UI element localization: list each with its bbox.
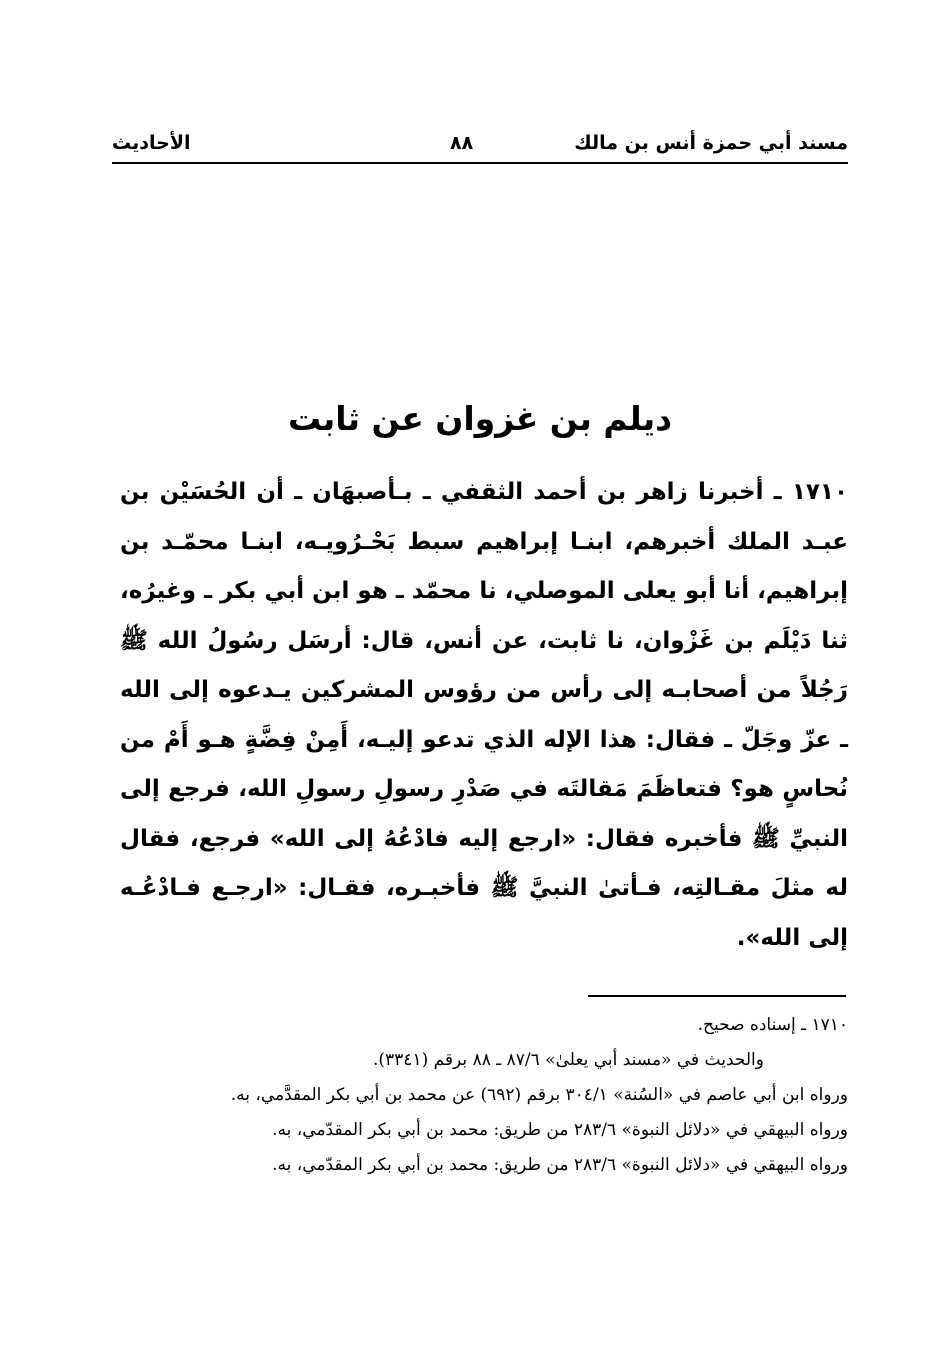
footnote-line: ورواه البيهقي في «دلائل النبوة» ٢٨٣/٦ من طريق: محمد بن أبي بكر المقدّمي، به.	[272, 1120, 848, 1140]
header-rule	[112, 162, 848, 164]
footnote-line: ورواه البيهقي في «دلائل النبوة» ٢٨٣/٦ من طريق: محمد بن أبي بكر المقدّمي، به.	[272, 1155, 848, 1175]
hadith-text: ١٧١٠ ـ أخبرنا زاهر بن أحمد الثقفي ـ بـأصبهَان ـ أن الحُسَيْن بن عبـد الملك أخبرهم، ابنـا إبراهيم سبط بَحْـرُويـه، ابنـا محمّـد بن إبراهيم، أنا أبو يعلى الموصلي، نا محمّد ـ هو ابن أبي بكر ـ وغيرُه، ثنا دَيْلَم بن غَزْوان، نا ثابت، عن أنس، قال: أرسَل رسُولُ الله ﷺ رَجُلاً من أصحابـه إلى رأس من رؤوس المشركين يـدعوه إلى الله ـ عزّ وجَلّ ـ فقال: هذا الإله الذي تدعو إليـه، أَمِنْ فِضَّةٍ هـو أَمْ من نُحاسٍ هو؟ فتعاظَمَ مَقالتَه في صَدْرِ رسولِ رسولِ الله، فرجع إلى النبيِّ ﷺ فأخبره فقال: «ارجع إليه فادْعُهُ إلى الله» فرجع، فقال له مثلَ مقـالتِه، فـأتىٰ النبيَّ ﷺ فأخبـره، فقـال: «ارجـع فـادْعُـه إلى الله».	[120, 479, 848, 951]
footnote-line: ١٧١٠ ـ إسناده صحيح.	[697, 1015, 848, 1035]
footnote-line: ورواه ابن أبي عاصم في «السُنة» ٣٠٤/١ برقم (٦٩٢) عن محمد بن أبي بكر المقدَّمي، به.	[230, 1085, 848, 1105]
page-header	[112, 126, 848, 160]
page-number: ٨٨	[450, 132, 474, 154]
running-title-right: مسند أبي حمزة أنس بن مالك	[574, 132, 848, 154]
footnote-line: والحديث في «مسند أبي يعلىٰ» ٨٧/٦ ـ ٨٨ برقم (٣٣٤١).	[373, 1050, 764, 1070]
footnote-rule	[588, 995, 846, 997]
running-title-left: الأحاديث	[112, 132, 191, 154]
section-title: ديلم بن غزوان عن ثابت	[287, 399, 673, 438]
footnotes	[120, 1008, 848, 1183]
